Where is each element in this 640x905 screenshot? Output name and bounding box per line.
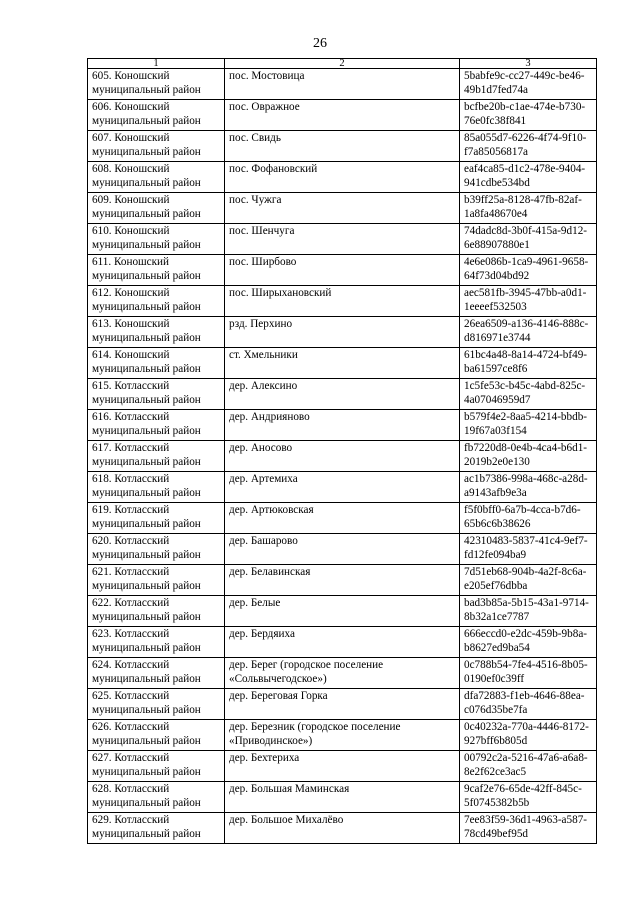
table-row: [88, 69, 597, 100]
table-row: [88, 813, 597, 844]
column-header-2: 2: [225, 59, 460, 69]
table-row: [88, 720, 597, 751]
municipality-cell-text: 618. Котласский муниципальный район: [92, 473, 201, 499]
municipality-cell: [88, 472, 225, 503]
municipality-cell-text: 607. Коношский муниципальный район: [92, 132, 201, 158]
guid-cell: [460, 751, 597, 782]
locality-cell: [225, 813, 460, 844]
locality-cell: [225, 658, 460, 689]
guid-cell: [460, 348, 597, 379]
guid-cell: [460, 472, 597, 503]
municipality-cell: [88, 720, 225, 751]
guid-cell-text: 7d51eb68-904b-4a2f-8c6a- e205ef76dbba: [464, 566, 587, 592]
locality-cell: [225, 410, 460, 441]
municipality-cell-text: 613. Коношский муниципальный район: [92, 318, 201, 344]
municipality-cell: [88, 813, 225, 844]
municipality-cell: [88, 565, 225, 596]
municipality-cell-text: 612. Коношский муниципальный район: [92, 287, 201, 313]
table-row: [88, 286, 597, 317]
locality-cell-text: ст. Хмельники: [229, 349, 298, 361]
guid-cell-text: 5babfe9c-cc27-449c-be46- 49b1d7fed74a: [464, 70, 585, 96]
municipality-cell: [88, 348, 225, 379]
table-row: [88, 441, 597, 472]
municipality-cell-text: 606. Коношский муниципальный район: [92, 101, 201, 127]
locality-cell-text: дер. Бехтериха: [229, 752, 300, 764]
municipality-cell: [88, 596, 225, 627]
municipality-cell: [88, 317, 225, 348]
municipality-cell: [88, 441, 225, 472]
locality-cell: [225, 627, 460, 658]
guid-cell: [460, 410, 597, 441]
locality-cell: [225, 69, 460, 100]
locality-cell: [225, 565, 460, 596]
guid-cell: [460, 379, 597, 410]
locality-cell: [225, 720, 460, 751]
municipality-cell: [88, 751, 225, 782]
locality-cell-text: пос. Шенчуга: [229, 225, 295, 237]
table-row: [88, 100, 597, 131]
table-row: [88, 689, 597, 720]
locality-cell: [225, 379, 460, 410]
guid-cell: [460, 255, 597, 286]
municipality-cell: [88, 782, 225, 813]
municipality-cell-text: 622. Котласский муниципальный район: [92, 597, 201, 623]
municipality-cell-text: 610. Коношский муниципальный район: [92, 225, 201, 251]
locality-cell-text: дер. Береговая Горка: [229, 690, 328, 702]
locality-cell-text: рзд. Перхино: [229, 318, 293, 330]
table-row: [88, 503, 597, 534]
guid-cell-text: 42310483-5837-41c4-9ef7- fd12fe094ba9: [464, 535, 588, 561]
guid-cell: [460, 596, 597, 627]
guid-cell-text: b39ff25a-8128-47fb-82af- 1a8fa48670e4: [464, 194, 582, 220]
guid-cell-text: eaf4ca85-d1c2-478e-9404- 941cdbe534bd: [464, 163, 586, 189]
table-row: [88, 751, 597, 782]
locality-cell: [225, 751, 460, 782]
municipality-cell-text: 615. Котласский муниципальный район: [92, 380, 201, 406]
locality-cell-text: пос. Овражное: [229, 101, 300, 113]
municipality-cell-text: 605. Коношский муниципальный район: [92, 70, 201, 96]
municipality-cell: [88, 534, 225, 565]
municipality-cell-text: 614. Коношский муниципальный район: [92, 349, 201, 375]
locality-cell: [225, 472, 460, 503]
guid-cell: [460, 782, 597, 813]
locality-cell: [225, 131, 460, 162]
guid-cell-text: dfa72883-f1eb-4646-88ea- c076d35be7fa: [464, 690, 585, 716]
locality-cell-text: пос. Мостовица: [229, 70, 305, 82]
guid-cell: [460, 503, 597, 534]
municipality-cell: [88, 658, 225, 689]
guid-cell: [460, 131, 597, 162]
locality-cell: [225, 534, 460, 565]
municipality-cell-text: 629. Котласский муниципальный район: [92, 814, 201, 840]
municipality-cell: [88, 255, 225, 286]
locality-cell: [225, 782, 460, 813]
locality-cell-text: дер. Андрияново: [229, 411, 310, 423]
locality-cell: [225, 596, 460, 627]
guid-cell: [460, 100, 597, 131]
municipality-cell-text: 616. Котласский муниципальный район: [92, 411, 201, 437]
locality-cell-text: дер. Артюковская: [229, 504, 314, 516]
locality-cell: [225, 317, 460, 348]
municipality-cell: [88, 627, 225, 658]
guid-cell: [460, 441, 597, 472]
guid-cell-text: ac1b7386-998a-468c-a28d- a9143afb9e3a: [464, 473, 588, 499]
table-row: [88, 379, 597, 410]
table-row: [88, 596, 597, 627]
locality-table: [87, 58, 597, 844]
locality-cell-text: дер. Башарово: [229, 535, 298, 547]
municipality-cell: [88, 379, 225, 410]
guid-cell: [460, 565, 597, 596]
table-row: [88, 162, 597, 193]
table-row: [88, 658, 597, 689]
table-row: [88, 472, 597, 503]
locality-cell-text: пос. Ширбово: [229, 256, 297, 268]
guid-cell-text: 74dadc8d-3b0f-415a-9d12- 6e88907880e1: [464, 225, 588, 251]
locality-cell: [225, 162, 460, 193]
locality-cell: [225, 689, 460, 720]
locality-cell: [225, 193, 460, 224]
table-row: [88, 348, 597, 379]
guid-cell-text: 26ea6509-a136-4146-888c- d816971e3744: [464, 318, 589, 344]
guid-cell-text: 4e6e086b-1ca9-4961-9658- 64f73d04bd92: [464, 256, 589, 282]
locality-cell: [225, 503, 460, 534]
table-row: [88, 534, 597, 565]
locality-cell-text: дер. Алексино: [229, 380, 298, 392]
guid-cell: [460, 658, 597, 689]
guid-cell: [460, 193, 597, 224]
guid-cell: [460, 689, 597, 720]
guid-cell-text: bad3b85a-5b15-43a1-9714- 8b32a1ce7787: [464, 597, 589, 623]
table-row: [88, 193, 597, 224]
table-row: [88, 224, 597, 255]
municipality-cell: [88, 410, 225, 441]
locality-cell-text: пос. Ширыхановский: [229, 287, 332, 299]
guid-cell-text: 0c788b54-7fe4-4516-8b05- 0190ef0c39ff: [464, 659, 588, 685]
table-row: [88, 131, 597, 162]
guid-cell-text: fb7220d8-0e4b-4ca4-b6d1- 2019b2e0e130: [464, 442, 588, 468]
guid-cell: [460, 317, 597, 348]
municipality-cell: [88, 69, 225, 100]
locality-cell-text: дер. Артемиха: [229, 473, 298, 485]
locality-cell-text: дер. Белые: [229, 597, 281, 609]
municipality-cell: [88, 224, 225, 255]
municipality-cell-text: 621. Котласский муниципальный район: [92, 566, 201, 592]
guid-cell-text: b579f4e2-8aa5-4214-bbdb- 19f67a03f154: [464, 411, 588, 437]
municipality-cell: [88, 193, 225, 224]
table-row: [88, 627, 597, 658]
municipality-cell: [88, 162, 225, 193]
locality-cell-text: дер. Аносово: [229, 442, 293, 454]
locality-cell-text: пос. Фофановский: [229, 163, 318, 175]
table-row: [88, 255, 597, 286]
municipality-cell: [88, 689, 225, 720]
table-header: [88, 59, 597, 69]
locality-cell: [225, 286, 460, 317]
table-row: [88, 317, 597, 348]
guid-cell-text: 1c5fe53c-b45c-4abd-825c- 4a07046959d7: [464, 380, 586, 406]
locality-cell-text: дер. Белавинская: [229, 566, 311, 578]
page-number: 26: [313, 36, 327, 51]
municipality-cell-text: 617. Котласский муниципальный район: [92, 442, 201, 468]
guid-cell-text: 00792c2a-5216-47a6-a6a8- 8e2f62ce3ac5: [464, 752, 588, 778]
guid-cell: [460, 813, 597, 844]
locality-cell-text: дер. Березник (городское поселение «Приводинское»): [229, 721, 401, 747]
guid-cell-text: 0c40232a-770a-4446-8172- 927bff6b805d: [464, 721, 589, 747]
guid-cell: [460, 162, 597, 193]
guid-cell: [460, 69, 597, 100]
guid-cell: [460, 286, 597, 317]
locality-cell-text: пос. Свидь: [229, 132, 281, 144]
column-header-1: 1: [88, 59, 225, 69]
municipality-cell-text: 609. Коношский муниципальный район: [92, 194, 201, 220]
municipality-cell: [88, 131, 225, 162]
municipality-cell-text: 608. Коношский муниципальный район: [92, 163, 201, 189]
guid-cell-text: aec581fb-3945-47bb-a0d1- 1eeeef532503: [464, 287, 587, 313]
guid-cell-text: 9caf2e76-65de-42ff-845c- 5f0745382b5b: [464, 783, 582, 809]
guid-cell-text: 666eccd0-e2dc-459b-9b8a- b8627ed9ba54: [464, 628, 588, 654]
guid-cell-text: 61bc4a48-8a14-4724-bf49- ba61597ce8f6: [464, 349, 588, 375]
guid-cell-text: 7ee83f59-36d1-4963-a587- 78cd49bef95d: [464, 814, 588, 840]
locality-cell: [225, 348, 460, 379]
municipality-cell-text: 624. Котласский муниципальный район: [92, 659, 201, 685]
guid-cell-text: f5f0bff0-6a7b-4cca-b7d6- 65b6c6b38626: [464, 504, 581, 530]
guid-cell: [460, 224, 597, 255]
table-body: [88, 69, 597, 844]
municipality-cell-text: 625. Котласский муниципальный район: [92, 690, 201, 716]
locality-cell-text: дер. Бердяиха: [229, 628, 295, 640]
locality-cell: [225, 255, 460, 286]
municipality-cell: [88, 286, 225, 317]
municipality-cell-text: 627. Котласский муниципальный район: [92, 752, 201, 778]
guid-cell: [460, 627, 597, 658]
municipality-cell-text: 620. Котласский муниципальный район: [92, 535, 201, 561]
table-row: [88, 782, 597, 813]
municipality-cell: [88, 100, 225, 131]
municipality-cell-text: 623. Котласский муниципальный район: [92, 628, 201, 654]
header-row: [88, 59, 597, 69]
guid-cell-text: bcfbe20b-c1ae-474e-b730- 76e0fc38f841: [464, 101, 586, 127]
locality-cell: [225, 441, 460, 472]
locality-cell: [225, 100, 460, 131]
table-row: [88, 410, 597, 441]
municipality-cell-text: 619. Котласский муниципальный район: [92, 504, 201, 530]
locality-cell-text: пос. Чужга: [229, 194, 282, 206]
municipality-cell-text: 628. Котласский муниципальный район: [92, 783, 201, 809]
table-row: [88, 565, 597, 596]
column-header-3: 3: [460, 59, 597, 69]
locality-cell-text: дер. Большое Михалёво: [229, 814, 344, 826]
guid-cell-text: 85a055d7-6226-4f74-9f10- f7a85056817a: [464, 132, 587, 158]
municipality-cell-text: 626. Котласский муниципальный район: [92, 721, 201, 747]
guid-cell: [460, 720, 597, 751]
locality-cell-text: дер. Берег (городское поселение «Сольвычегодское»): [229, 659, 384, 685]
locality-cell-text: дер. Большая Маминская: [229, 783, 350, 795]
guid-cell: [460, 534, 597, 565]
municipality-cell-text: 611. Коношский муниципальный район: [92, 256, 201, 282]
locality-cell: [225, 224, 460, 255]
municipality-cell: [88, 503, 225, 534]
